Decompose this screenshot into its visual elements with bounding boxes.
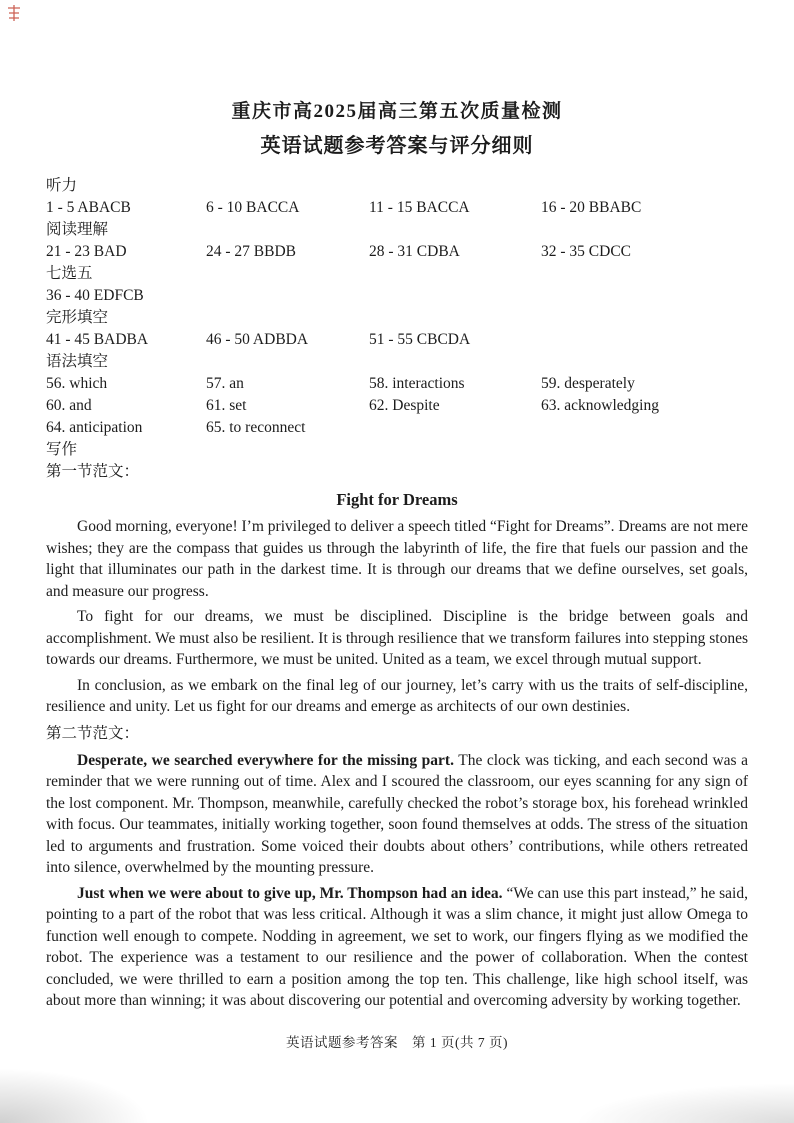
answer-cell: 62. Despite — [369, 397, 440, 414]
answer-row-reading — [46, 241, 748, 263]
red-stamp-icon — [6, 4, 22, 22]
document-subtitle: 英语试题参考答案与评分细则 — [260, 135, 534, 157]
answer-row-grammar-1 — [46, 373, 748, 395]
answer-cell: 21 - 23 BAD — [46, 243, 127, 260]
section-label-grammar: 语法填空 — [46, 353, 109, 370]
answer-cell: 16 - 20 BBABC — [541, 199, 642, 216]
essay1-paragraph-2: To fight for our dreams, we must be disciplined. Discipline is the bridge between goals and accomplishment. We must also be resilient. It is through resilience that we transform failures into stepping stones towards our dreams. Furthermore, we must be united. United as a team, we excel through mutual support. — [46, 608, 748, 668]
section-label-listening: 听力 — [46, 177, 78, 194]
answer-cell: 57. an — [206, 375, 244, 392]
answer-cell: 28 - 31 CDBA — [369, 243, 460, 260]
answer-row-cloze — [46, 329, 748, 351]
essay1-paragraph-3: In conclusion, as we embark on the final leg of our journey, let’s carry with us the traits of self-discipline, resilience and unity. Let us fight for our dreams and emerge as architects of our own destinies. — [46, 676, 748, 715]
essay-section-2 — [46, 750, 748, 1012]
section-label-part2-model: 第二节范文： — [46, 724, 140, 742]
answer-cell: 59. desperately — [541, 375, 635, 392]
essay2-paragraph-2-lead: Just when we were about to give up, Mr. Thompson had an idea. — [77, 884, 503, 902]
section-label-seven-choose-five: 七选五 — [46, 265, 93, 282]
section-label-reading: 阅读理解 — [46, 221, 109, 238]
answer-row-grammar-3 — [46, 417, 748, 439]
page-footer: 英语试题参考答案 第 1 页(共 7 页) — [286, 1035, 508, 1050]
essay2-paragraph-1 — [46, 750, 748, 879]
answer-cell: 51 - 55 CBCDA — [369, 331, 471, 348]
essay2-paragraph-2-text: “We can use this part instead,” he said, pointing to a part of the robot that was less critical. Although it was a slim chance, it might just allow Omega to function well enough to compete. Nodding in agreement, we set to work, our fingers flying as we modified the robot. The experience was a testament to our resilience and the power of collaboration. When the contest concluded, we were thrilled to earn a position among the top ten. This challenge, like high school itself, was about more than winning; it was about discovering our potential and overcoming adversity by working together. — [46, 884, 748, 1009]
essay-title: Fight for Dreams — [336, 490, 458, 509]
answer-row-listening — [46, 197, 748, 219]
answer-cell: 58. interactions — [369, 375, 465, 392]
answer-cell: 1 - 5 ABACB — [46, 199, 131, 216]
answer-cell: 24 - 27 BBDB — [206, 243, 296, 260]
essay2-paragraph-2 — [46, 883, 748, 1012]
answer-cell: 32 - 35 CDCC — [541, 243, 631, 260]
section-label-part1-model: 第一节范文： — [46, 463, 140, 480]
answer-cell: 6 - 10 BACCA — [206, 199, 300, 216]
answer-cell: 63. acknowledging — [541, 397, 659, 414]
scan-shadow-bottom-right — [574, 1083, 794, 1123]
answer-row-seven-choose-five — [46, 285, 748, 307]
scan-shadow-bottom-left — [0, 1068, 150, 1123]
essay2-paragraph-1-lead: Desperate, we searched everywhere for the missing part. — [77, 751, 454, 769]
answer-cell: 61. set — [206, 397, 247, 414]
answer-cell: 46 - 50 ADBDA — [206, 331, 309, 348]
answer-key — [46, 175, 748, 483]
answer-cell: 56. which — [46, 375, 108, 392]
answer-cell: 41 - 45 BADBA — [46, 331, 149, 348]
answer-cell: 60. and — [46, 397, 92, 414]
essay2-paragraph-1-text: The clock was ticking, and each second was a reminder that we were running out of time. Alex and I scoured the classroom, our eyes scanning for any sign of the lost component. Mr. Thompson, meanwhile, carefully checked the robot’s storage box, his forehead wrinkled with focus. Our teammates, initially working together, soon found themselves at odds. The stress of the situation led to arguments and frustration. Some voiced their doubts about others’ contributions, while others retreated into silence, overwhelmed by the mounting pressure. — [46, 751, 748, 876]
answer-cell: 36 - 40 EDFCB — [46, 287, 144, 304]
section-label-writing: 写作 — [46, 441, 78, 458]
answer-cell: 65. to reconnect — [206, 419, 306, 436]
answer-cell: 11 - 15 BACCA — [369, 199, 470, 216]
essay-section-1 — [46, 488, 748, 718]
section-label-cloze: 完形填空 — [46, 309, 109, 326]
essay1-paragraph-1: Good morning, everyone! I’m privileged to deliver a speech titled “Fight for Dreams”. Dreams are not mere wishes; they are the compass that guides us through the labyrinth of life, the fire that fuels our passion and the light that illuminates our path in the darkest time. It is through our dreams that we define ourselves, set goals, and measure our progress. — [46, 518, 748, 600]
document-title: 重庆市高2025届高三第五次质量检测 — [231, 101, 563, 122]
answer-cell: 64. anticipation — [46, 419, 143, 436]
answer-row-grammar-2 — [46, 395, 748, 417]
